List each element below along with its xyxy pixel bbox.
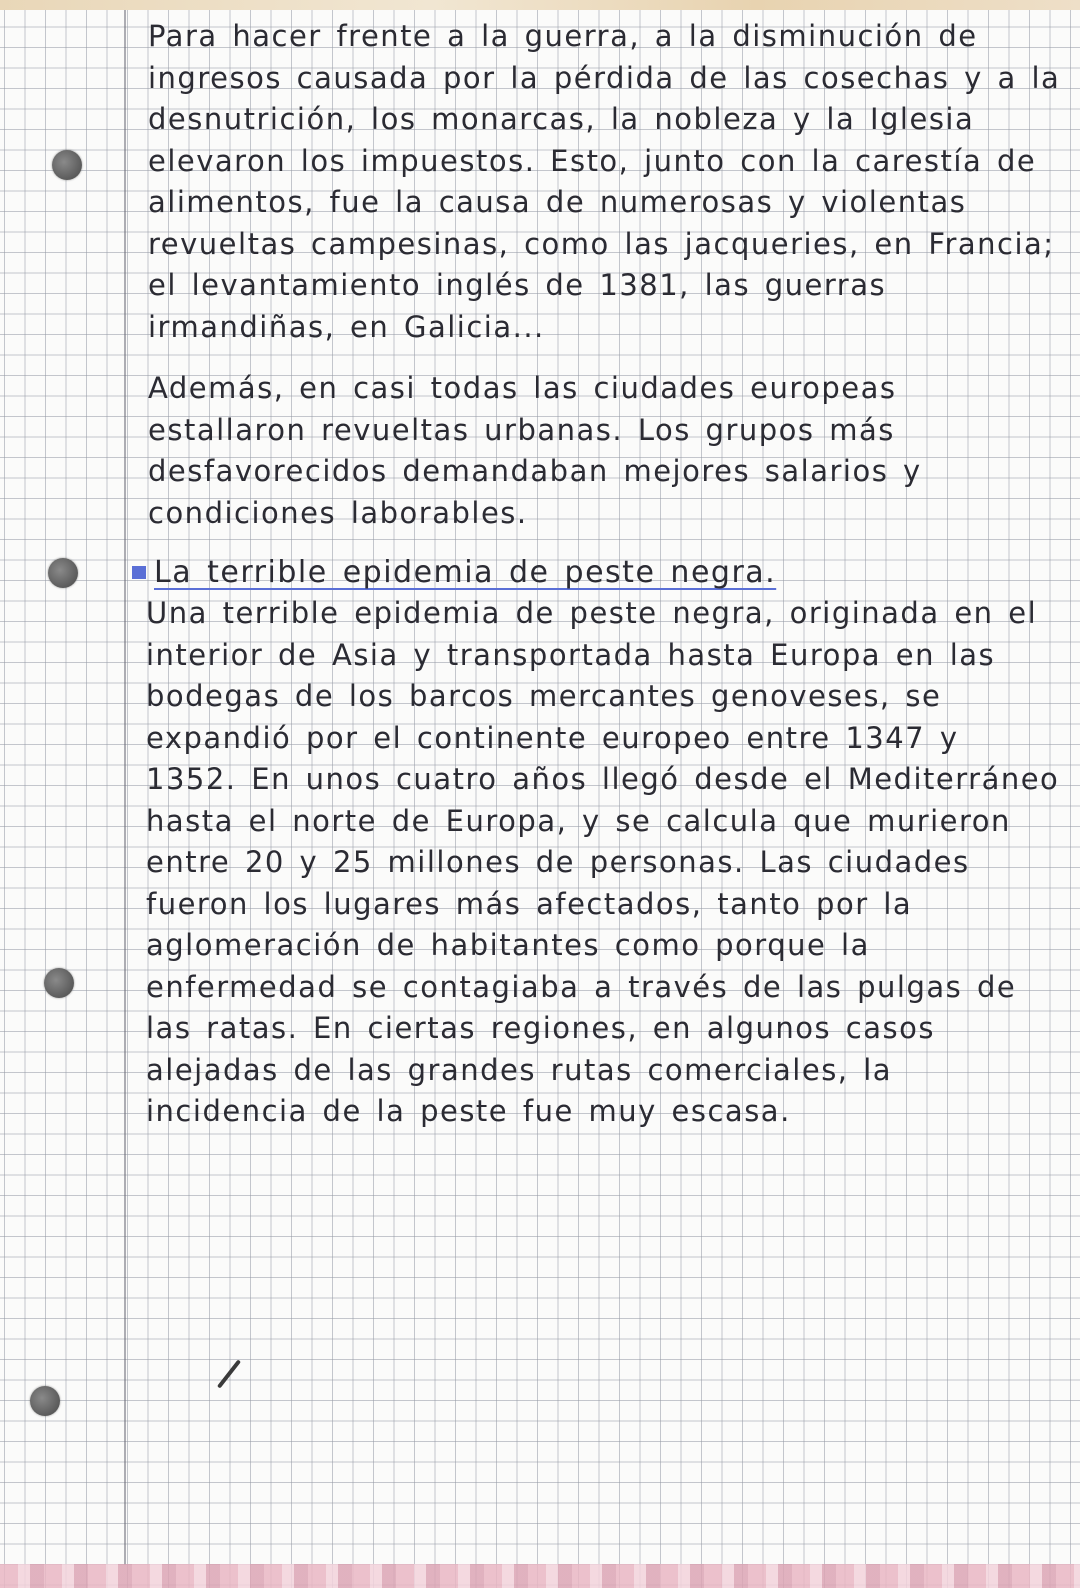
- page-bottom-edge: [0, 1564, 1080, 1588]
- section-heading: [132, 552, 1062, 593]
- binder-hole: [52, 150, 82, 180]
- bullet-square-icon: [132, 566, 146, 579]
- paragraph-revueltas-urbanas: Además, en casi todas las ciudades europeas estallaron revueltas urbanas. Los grupos más desfavorecidos demandaban mejores salarios y condiciones laborables.: [148, 371, 922, 530]
- pen-stroke-mark: [217, 1359, 241, 1388]
- paragraph-revueltas-campesinas: Para hacer frente a la guerra, a la disminución de ingresos causada por la pérdida de las cosechas y a la desnutrición, los monarcas, la nobleza y la Iglesia elevaron los impuestos. Esto, junto con la carestía de alimentos, fue la causa de numerosas y violentas revueltas campesinas, como las jacqueries, en Francia; el levantamiento inglés de 1381, las guerras irmandiñas, en Galicia...: [148, 19, 1061, 344]
- page-top-edge: [0, 0, 1080, 10]
- handwritten-notes: [132, 16, 1062, 1133]
- paragraph-peste-negra: Una terrible epidemia de peste negra, originada en el interior de Asia y transportada hasta Europa en las bodegas de los barcos mercantes genoveses, se expandió por el continente europeo entre 1347 y 1352. En unos cuatro años llegó desde el Mediterráneo hasta el norte de Europa, y se calcula que murieron entre 20 y 25 millones de personas. Las ciudades fueron los lugares más afectados, tanto por la aglomeración de habitantes como porque la enfermedad se contagiaba a través de las pulgas de las ratas. En ciertas regiones, en algunos casos alejadas de las grandes rutas comerciales, la incidencia de la peste fue muy escasa.: [146, 596, 1060, 1128]
- binder-hole: [30, 1386, 60, 1416]
- binder-hole: [44, 968, 74, 998]
- margin-line: [124, 10, 126, 1565]
- binder-hole: [48, 558, 78, 588]
- heading-text: La terrible epidemia de peste negra.: [154, 555, 777, 590]
